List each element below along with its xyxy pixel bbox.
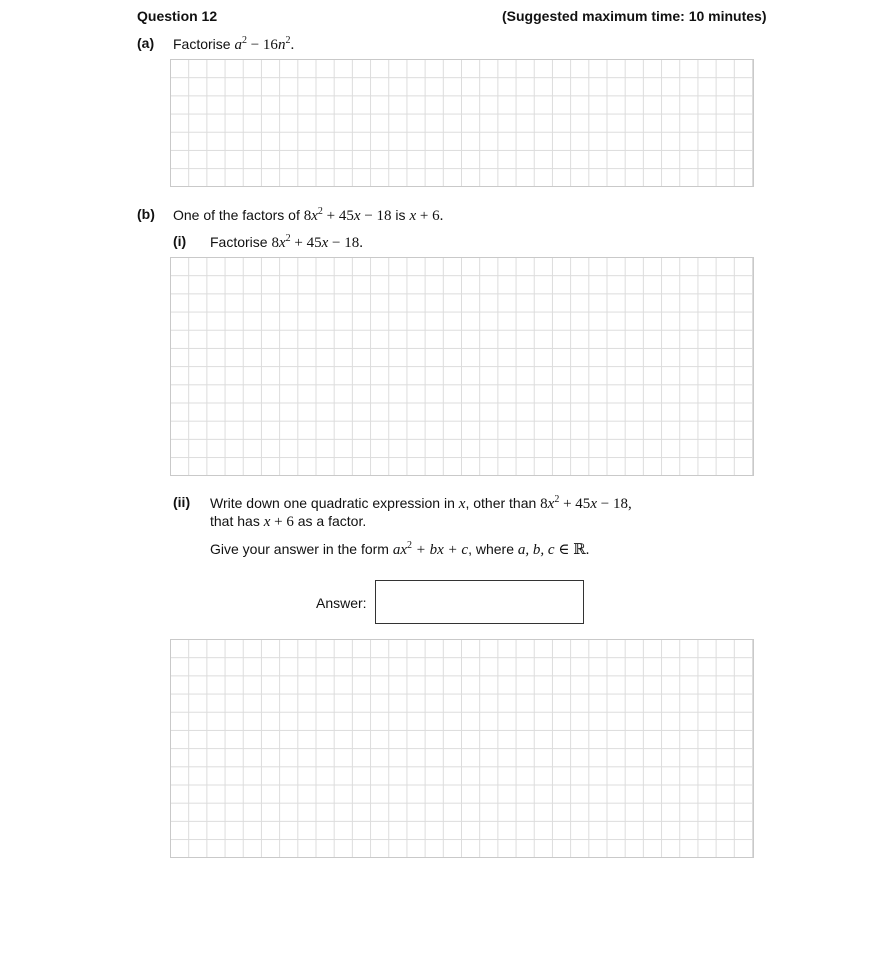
part-b-i-prompt: Factorise $8x^2 + 45x - 18$. [210,233,363,251]
answer-input-box[interactable] [375,580,584,624]
question-title: Question 12 [137,8,218,24]
answer-label: Answer: [316,595,367,611]
part-a-prompt-text: Factorise [173,36,231,52]
part-b-ii-label: (ii) [173,494,191,510]
part-a-prompt [173,35,294,54]
workspace-grid-b-i[interactable] [170,257,754,476]
part-b-i-expression: $8x^2 + 45x - 18$. [271,233,363,251]
part-b-ii-line3: Give your answer in the form $ax^2$ + bx + c, where a, b, c ∈ ℝ. [210,540,590,558]
part-b-ii-expression: $8x^2 + 45x - 18$, [540,494,632,512]
part-b-ii-factor: x + 6 [263,514,294,530]
part-b-i-label: (i) [173,233,187,249]
part-a-label: (a) [137,35,155,51]
part-a-expression: $a^2 - 16n^2$. [234,35,295,53]
workspace-grid-b-ii[interactable] [170,639,754,858]
real-number-condition: a, b, c ∈ ℝ. [517,542,590,558]
part-b-intro: One of the factors of $8x^2 + 45x - 18$ is x + 6. [173,206,444,224]
suggested-time: (Suggested maximum time: 10 minutes) [502,8,767,24]
part-b-ii-line2: that has x + 6 as a factor. [210,513,367,530]
part-b-label: (b) [137,206,155,222]
part-b-expression: $8x^2 + 45x - 18$ [303,206,392,224]
part-b-ii-line1: Write down one quadratic expression in x, other than $8x^2 + 45x - 18$, [210,494,632,512]
workspace-grid-a[interactable] [170,59,754,187]
part-b-factor: x + 6. [409,208,444,224]
answer-form-expression: $ax^2$ + bx + c [392,540,469,558]
